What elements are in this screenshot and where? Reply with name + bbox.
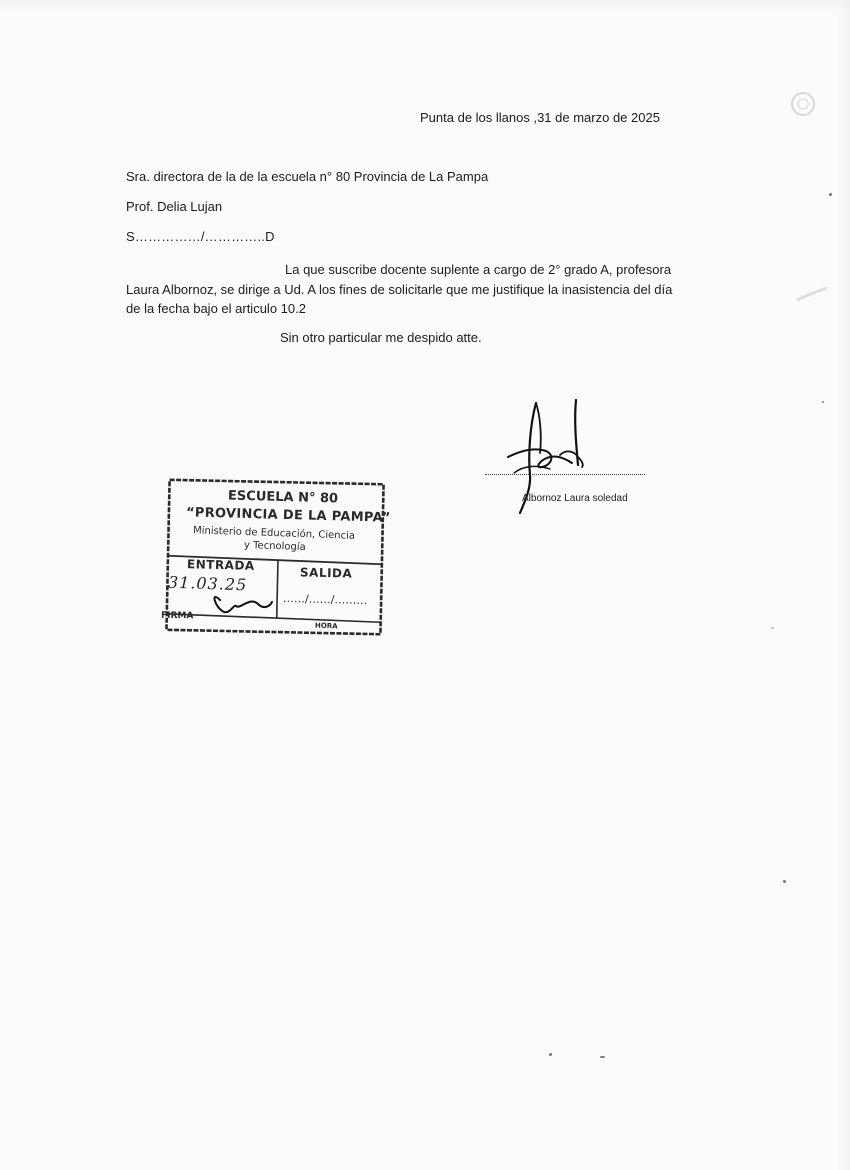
stamp-firma-label: FIRMA xyxy=(160,610,194,622)
stamp-ministry-cont: y Tecnología xyxy=(243,539,306,554)
stamp-hora-label: HORA xyxy=(314,621,338,631)
recipient-name: Prof. Delia Lujan xyxy=(126,199,223,214)
stamp-salida-label: SALIDA xyxy=(299,565,353,581)
scan-artifact-mark xyxy=(795,284,830,304)
stamp-salida-date: ……/……/……… xyxy=(282,591,368,608)
signature-name: Albornoz Laura soledad xyxy=(522,493,628,504)
recipient-line: Sra. directora de la de la escuela n° 80 Provincia de La Pampa xyxy=(126,169,489,184)
stamp-school-number: ESCUELA N° 80 xyxy=(227,488,339,507)
stamp-entrada-date: 31.03.25 xyxy=(167,572,248,595)
closing-line: Sin otro particular me despido atte. xyxy=(280,330,482,345)
salutation: S……………/…………..D xyxy=(126,229,275,244)
stamp-school-name: “PROVINCIA DE LA PAMPA” xyxy=(185,505,391,526)
scan-speck xyxy=(829,193,832,196)
scan-edge-right xyxy=(838,0,850,1170)
scan-speck xyxy=(771,627,774,629)
stamp-ministry: Ministerio de Educación, Ciencia xyxy=(192,525,356,542)
scan-speck xyxy=(549,1053,552,1056)
body-line-2: Laura Albornoz, se dirige a Ud. A los fines de solicitarle que me justifique la inasistencia del día xyxy=(126,282,673,297)
signature-line xyxy=(485,474,645,475)
scan-speck xyxy=(783,880,786,883)
handwritten-initials xyxy=(214,597,272,612)
scan-edge-top xyxy=(0,0,850,10)
scan-speck xyxy=(600,1056,605,1058)
stamp-entrada-label: ENTRADA xyxy=(186,557,255,573)
date-line: Punta de los llanos ,31 de marzo de 2025 xyxy=(420,110,660,125)
body-line-3: de la fecha bajo el articulo 10.2 xyxy=(126,301,306,316)
body-line-1: La que suscribe docente suplente a cargo de 2° grado A, profesora xyxy=(285,262,672,277)
scan-artifact-mark xyxy=(785,88,825,122)
scan-speck xyxy=(822,401,824,403)
